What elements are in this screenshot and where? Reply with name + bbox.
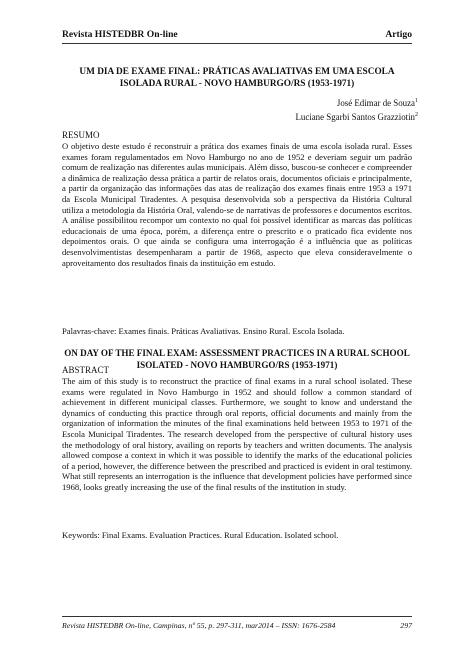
- section-label: Artigo: [385, 29, 412, 40]
- footer-rule: [62, 616, 412, 617]
- footer-citation: Revista HISTEDBR On-line, Campinas, nº 55, p. 297-311, mar2014 – ISSN: 1676-2584: [62, 621, 336, 630]
- header-rule: [62, 43, 412, 44]
- author-2: [295, 110, 418, 124]
- author-2-name: Luciane Sgarbi Santos Grazziotin: [295, 111, 415, 122]
- title-english: ON DAY OF THE FINAL EXAM: ASSESSMENT PRACTICES IN A RURAL SCHOOL ISOLATED - NOVO HAMBURGO/RS (1953-1971): [64, 348, 410, 370]
- resumo-heading: RESUMO: [62, 130, 100, 140]
- author-2-footnote-mark: 2: [415, 111, 418, 118]
- page-number: 297: [400, 621, 412, 630]
- author-1-name: José Edimar de Souza: [336, 97, 415, 108]
- palavras-chave: Palavras-chave: Exames finais. Práticas Avaliativas. Ensino Rural. Escola Isolada.: [62, 326, 345, 336]
- keywords: Keywords: Final Exams. Evaluation Practices. Rural Education. Isolated school.: [62, 530, 339, 540]
- author-block: [295, 96, 418, 124]
- author-1-footnote-mark: 1: [415, 98, 418, 104]
- journal-name: Revista HISTEDBR On-line: [62, 29, 178, 40]
- author-1: [295, 96, 418, 110]
- abstract-text: The aim of this study is to reconstruct the practice of final exams in a rural school isolated. These exams were regulated in Novo Hamburgo in 1952 and should follow a common standard of achievement in different municipal classes. Furthermore, we sought to know and understand the dynamics of conducting this practice through oral reports, official documents and mainly from the organization of information the minutes of the final examinations held between 1953 to 1971 of the Escola Municipal Tiradentes. The research developed from the perspective of cultural history uses the methodology of oral history, availing on reports by teachers and written documents. The analysis allowed compose a context in which it was possible to identify the marks of the educational policies of a period, however, the difference between the prescribed and practiced is evident in oral testimony. What still represents an interrogation is the influence that development policies have performed since 1968, looks greatly increasing the use of the final results of the institution in study.: [62, 376, 412, 492]
- running-header: [62, 29, 412, 43]
- running-footer: [62, 621, 412, 633]
- abstract-heading: ABSTRACT: [62, 365, 110, 375]
- resumo-text: O objetivo deste estudo é reconstruir a prática dos exames finais de uma escola isolada rural. Esses exames foram regulamentados em Novo Hamburgo no ano de 1952 e deveriam seguir um padrão comum de realização nas diferentes aulas municipais. Além disso, buscou-se conhecer e compreender a dinâmica de realização dessa prática a partir de relatos orais, documentos oficiais e principalmente, a partir da organização das informações das atas de realização dos exames finais entre 1953 a 1971 da Escola Municipal Tiradentes. A pesquisa desenvolvida sob a perspectiva da História Cultural utiliza a metodologia da História Oral, valendo-se de narrativas de professores e documentos escritos. A análise possibilitou recompor um contexto no qual foi possível identificar as marcas das políticas educacionais de uma época, porém, a diferença entre o prescrito e o praticado fica evidente nos depoimentos orais. O que ainda se configura uma interrogação é a influência que as políticas desenvolvimentistas desempenharam a partir de 1968, aspecto que eleva consideravelmente o aproveitamento dos resultados finais da instituição em estudo.: [62, 141, 412, 268]
- title-portuguese: UM DIA DE EXAME FINAL: PRÁTICAS AVALIATIVAS EM UMA ESCOLA ISOLADA RURAL - NOVO HAMBURGO/RS (1953-1971): [79, 67, 395, 89]
